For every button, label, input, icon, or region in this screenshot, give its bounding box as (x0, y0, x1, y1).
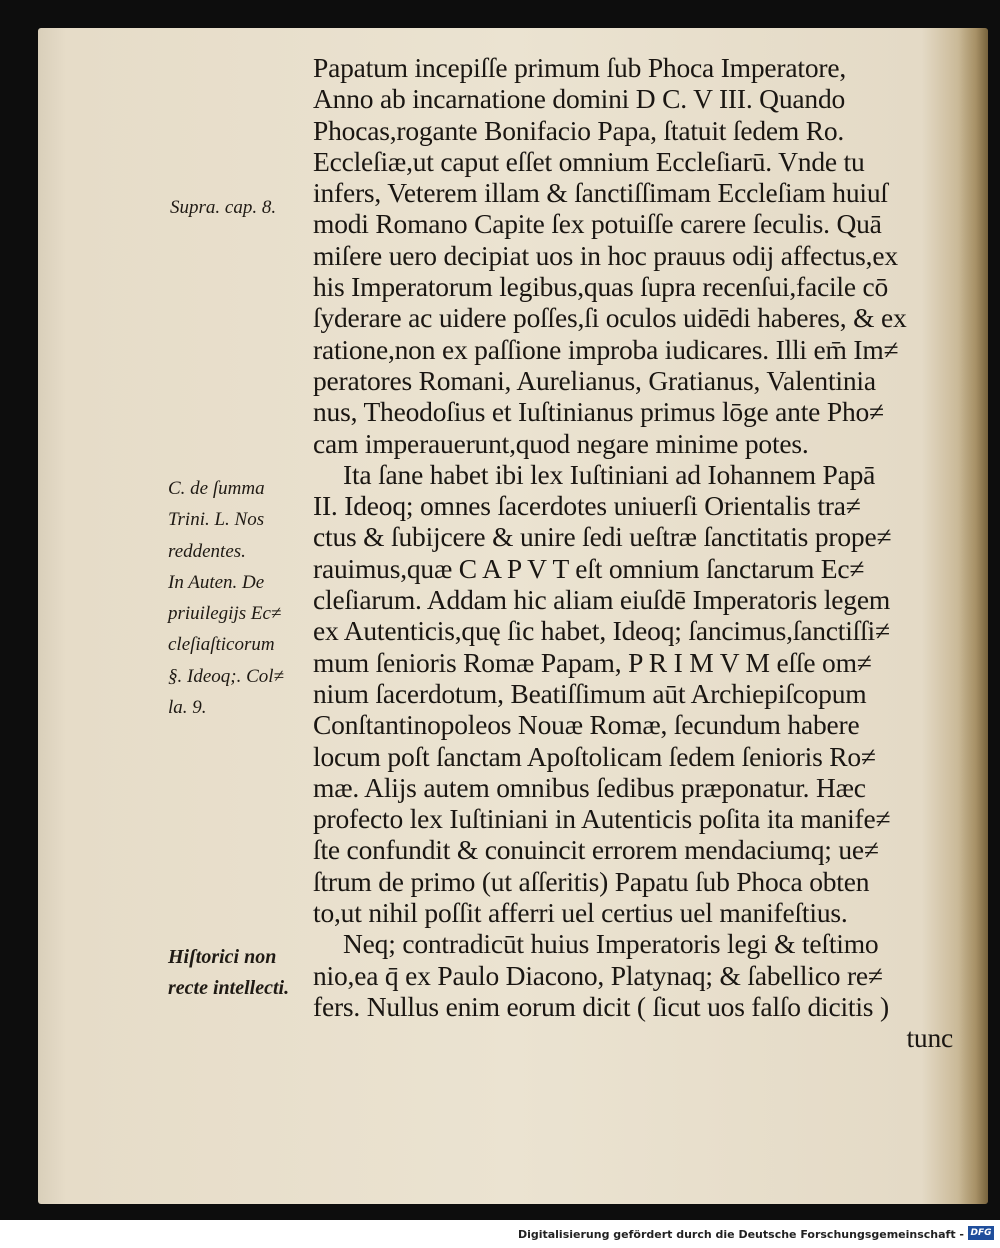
margin-line: cleſiaſticorum (168, 634, 275, 656)
text-line: modi Romano Capite ſex potuiſſe carere ſeculis. Quā (313, 208, 882, 240)
digitization-footer (0, 1222, 1000, 1248)
text-line: nio,ea q̄ ex Paulo Diacono, Platynaq; & ſabellico re≠ (313, 959, 883, 991)
margin-line: reddentes. (168, 540, 246, 562)
text-line: miſere uero decipiat uos in hoc prauus odij affectus,ex (313, 239, 898, 271)
text-line: Anno ab incarnatione domini D C. V III. Quando (313, 83, 846, 115)
text-line: Eccleſiæ,ut caput eſſet omnium Eccleſiarū. Vnde tu (313, 145, 865, 177)
page-edge (958, 28, 988, 1204)
text-line: ſtrum de primo (ut aſſeritis) Papatu ſub Phoca obten (313, 865, 870, 897)
footer-credit: Digitalisierung gefördert durch die Deutsche Forschungsgemeinschaft - (517, 1228, 964, 1241)
text-line: infers, Veterem illam & ſanctiſſimam Eccleſiam huiuſ (313, 177, 888, 209)
margin-line: priuilegijs Ec≠ (168, 603, 282, 625)
text-line: ex Autenticis,quę ſic habet, Ideoq; ſancimus,ſanctiſſi≠ (313, 615, 890, 647)
text-line: his Imperatorum legibus,quas ſupra recenſui,facile cō (313, 271, 889, 303)
text-line: rauimus,quæ C A P V T eſt omnium ſanctarum Ec≠ (313, 552, 865, 584)
main-text-block (313, 52, 953, 1054)
text-line: Neq; contradicūt huius Imperatoris legi & teſtimo (343, 928, 879, 960)
text-line: locum poſt ſanctam Apoſtolicam ſedem ſenioris Ro≠ (313, 740, 876, 772)
margin-note-citations (168, 473, 284, 723)
margin-line: la. 9. (168, 697, 207, 719)
book-page (38, 28, 988, 1204)
text-line: nium ſacerdotum, Beatiſſimum aūt Archiepiſcopum (313, 677, 867, 709)
text-line: profecto lex Iuſtiniani in Autenticis poſita ita manife≠ (313, 803, 891, 835)
margin-line: §. Ideoq;. Col≠ (168, 665, 284, 687)
text-line: ſte confundit & conuincit errorem mendaciumq; ue≠ (313, 834, 879, 866)
margin-line: In Auten. De (168, 571, 265, 593)
text-line: Ita ſane habet ibi lex Iuſtiniani ad Iohannem Papā (343, 458, 876, 490)
margin-line: Hiſtorici non (168, 946, 277, 968)
margin-line: C. de ſumma (168, 478, 265, 499)
text-line: ſyderare ac uidere poſſes,ſi oculos uidēdi haberes, & ex (313, 302, 907, 334)
margin-note-historici (168, 942, 289, 1005)
text-line: mum ſenioris Romæ Papam, P R I M V M eſſe om≠ (313, 646, 872, 678)
text-line: peratores Romani, Aurelianus, Gratianus, Valentinia (313, 364, 876, 396)
text-line: ratione,non ex paſſione improba iudicares. Illi em̄ Im≠ (313, 333, 899, 365)
text-line: nus, Theodoſius et Iuſtinianus primus lōge ante Pho≠ (313, 396, 884, 428)
text-line: to,ut nihil poſſit afferri uel certius uel manifeſtius. (313, 897, 848, 929)
catchword: tunc (906, 1022, 953, 1054)
text-line: fers. Nullus enim eorum dicit ( ſicut uos falſo dicitis ) (313, 990, 889, 1022)
margin-note-supra (170, 192, 276, 223)
margin-line: Supra. cap. 8. (170, 197, 277, 218)
text-line: cam imperauerunt,quod negare minime potes. (313, 427, 809, 459)
dfg-logo-icon: DFG (968, 1226, 994, 1240)
margin-line: recte intellecti. (168, 977, 290, 1000)
text-line: cleſiarum. Addam hic aliam eiuſdē Imperatoris legem (313, 584, 891, 616)
text-line: mæ. Alijs autem omnibus ſedibus præponatur. Hæc (313, 771, 866, 803)
text-line: Conſtantinopoleos Nouæ Romæ, ſecundum habere (313, 709, 860, 741)
text-line: ctus & ſubijcere & unire ſedi ueſtræ ſanctitatis prope≠ (313, 521, 892, 553)
margin-line: Trini. L. Nos (168, 509, 265, 531)
text-line: II. Ideoq; omnes ſacerdotes uniuerſi Orientalis tra≠ (313, 490, 861, 522)
text-line: Papatum incepiſſe primum ſub Phoca Imperatore, (313, 52, 847, 83)
text-line: Phocas,rogante Bonifacio Papa, ſtatuit ſedem Ro. (313, 114, 845, 146)
